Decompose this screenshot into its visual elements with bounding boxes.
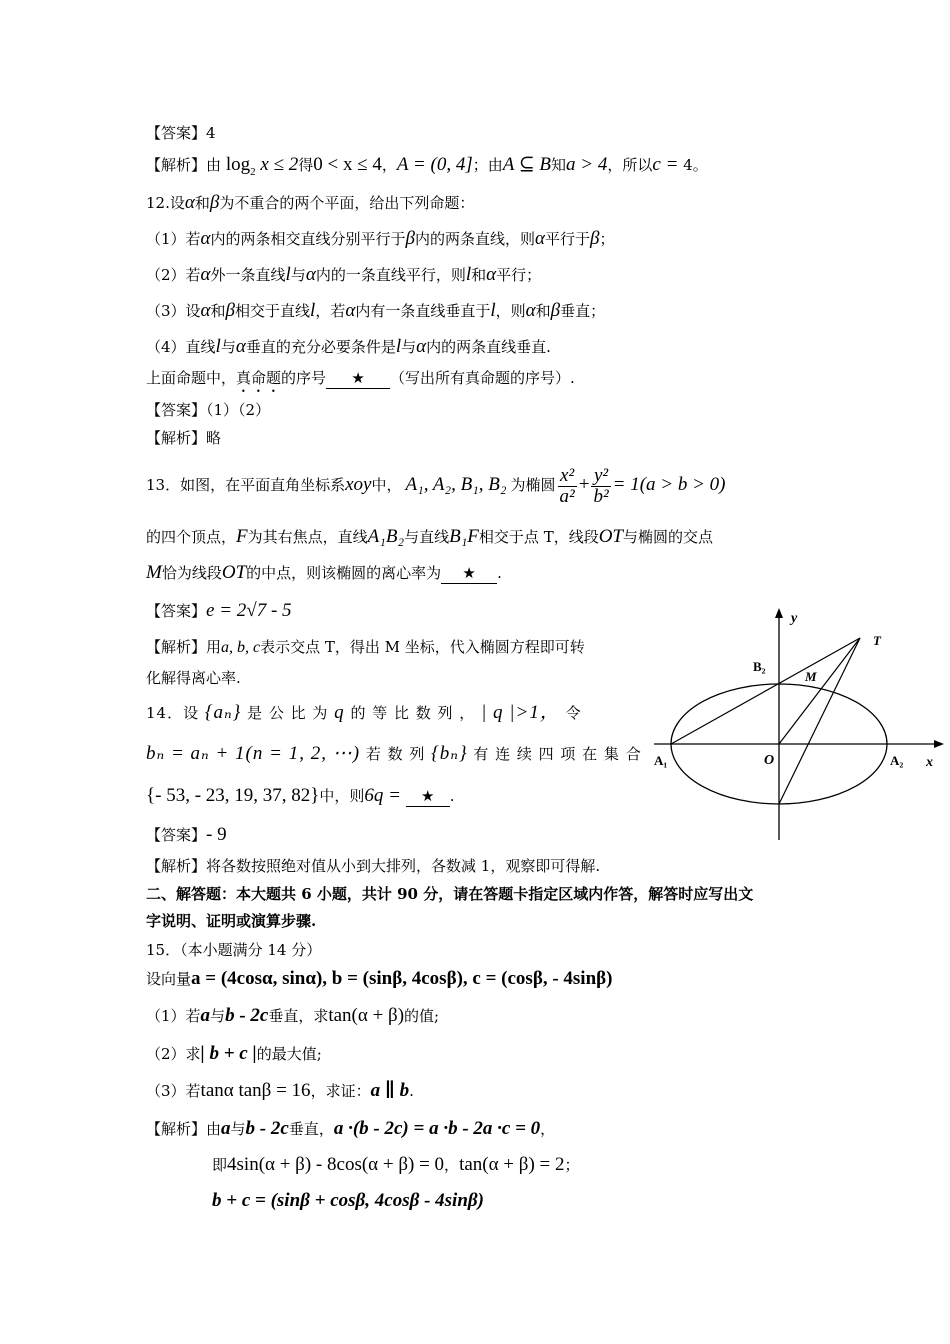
math: α [535, 228, 546, 249]
q12-prop-1 [146, 229, 615, 249]
text: 由 [206, 156, 222, 174]
text: 内有一条直线垂直于 [355, 302, 491, 320]
text: 内的两条直线垂直. [426, 338, 551, 356]
q13-explanation-cont [146, 668, 241, 688]
text: 恰为线段 [161, 564, 222, 582]
math: 4sin(α + β) - 8cos(α + β) = 0 [227, 1154, 445, 1175]
math: a ∥ b [370, 1080, 410, 1101]
text: . [409, 1082, 414, 1100]
text: 为不重合的两个平面，给出下列命题： [219, 194, 475, 212]
q11-explanation [146, 155, 708, 182]
text: 平行； [496, 266, 542, 284]
explanation-label: 【解析】 [146, 638, 207, 656]
text: 是 公 比 为 [247, 704, 329, 722]
math: l [310, 300, 316, 321]
text: 的中点，则该椭圆的离心率为 [246, 564, 442, 582]
answer-value: e = 2√7 - 5 [206, 600, 292, 621]
numerator: x² [558, 466, 577, 487]
math: a > 4 [566, 154, 608, 175]
q15-explanation-3 [212, 1191, 484, 1211]
q15-explanation-1 [146, 1119, 555, 1139]
math: a ·(b - 2c) = a ·b - 2a ·c = 0 [333, 1118, 541, 1139]
text: （4）直线 [146, 338, 216, 356]
text: 即 [212, 1156, 228, 1174]
math: β [550, 300, 561, 321]
math: {aₙ} [204, 702, 242, 723]
answer-blank [441, 563, 497, 584]
q12-prop-4 [146, 337, 551, 357]
q13-line2 [146, 527, 713, 547]
question-number: 15．（本小题满分 14 分） [146, 941, 322, 959]
math: x ≤ 2 [260, 154, 299, 175]
q15-sub-3 [146, 1081, 414, 1101]
text: ，求证： [310, 1082, 371, 1100]
section-heading [146, 884, 753, 904]
text: 由 [206, 1120, 222, 1138]
text: ； [564, 1156, 580, 1174]
math: a, b, c [221, 639, 261, 656]
q12-question [146, 368, 575, 396]
text: 得 [298, 156, 314, 174]
math: A₁, A₂, B₁, B₂ [405, 474, 507, 495]
star-icon: ★ [462, 564, 476, 582]
math: = 1(a > b > 0) [612, 474, 726, 495]
math: β [590, 228, 600, 249]
text: 上面命题中， [146, 369, 237, 387]
origin-label: O [764, 753, 775, 768]
q13-answer [146, 601, 292, 621]
answer-blank [406, 786, 450, 807]
text: ； [599, 230, 615, 248]
q15-sub-1 [146, 1006, 439, 1026]
math: b - 2c [245, 1118, 289, 1139]
text: 13．如图，在平面直角坐标系 [146, 476, 346, 494]
m-label: M [805, 669, 817, 684]
text: （1）若 [146, 1007, 201, 1025]
math: c = [652, 154, 684, 175]
text: （写出所有真命题的序号）. [390, 369, 575, 387]
text: 内的一条直线平行，则 [315, 266, 466, 284]
math: A ⊆ B [502, 154, 552, 175]
math: α [345, 300, 356, 321]
q12-stem [146, 193, 474, 213]
text: 的序号 [281, 369, 327, 387]
text: 二、解答题：本大题共 6 小题，共计 90 分，请在答题卡指定区域内作答，解答时应写出文 [146, 885, 754, 903]
q15-explanation-2 [212, 1155, 580, 1175]
text: 内的两条直线，则 [415, 230, 536, 248]
explanation-label: 【解析】 [146, 429, 207, 447]
star-icon: ★ [351, 369, 365, 387]
a2-label: A₂ [890, 753, 904, 768]
math: F [236, 526, 248, 547]
math: tan(α + β) [328, 1005, 405, 1026]
text: 的 等 比 数 列 ， [350, 704, 476, 722]
text: 垂直， [288, 1120, 334, 1138]
b2-label: B₂ [753, 659, 766, 674]
answer-label: 【答案】 [146, 826, 207, 844]
text: 用 [206, 638, 222, 656]
text: （1）若 [146, 230, 201, 248]
math: + [578, 474, 590, 495]
math: α [305, 264, 316, 285]
math: l [490, 300, 496, 321]
denominator: a² [559, 485, 575, 507]
text: 14．设 [146, 704, 200, 722]
question-number: 12.设 [146, 194, 185, 212]
math: xoy [345, 474, 372, 495]
q13-explanation [146, 637, 585, 658]
answer-value: - 9 [206, 824, 227, 845]
answer-label: 【答案】 [146, 401, 207, 419]
text: ， [381, 156, 397, 174]
text: 知 [551, 156, 567, 174]
math: bₙ = aₙ + 1(n = 1, 2, ⋯) [146, 743, 361, 764]
text: 平行于 [545, 230, 591, 248]
math: OT [221, 562, 247, 583]
math: a [221, 1118, 231, 1139]
text: 与直线 [404, 528, 450, 546]
math: α [200, 264, 211, 285]
math: l [465, 264, 472, 285]
text: . [497, 564, 502, 582]
math: B₁F [449, 526, 479, 547]
math: b + c = (sinβ + cosβ, 4cosβ - 4sinβ) [212, 1190, 484, 1211]
q14-line1 [146, 703, 582, 723]
math-log [225, 154, 299, 178]
ellipse-figure [652, 604, 946, 844]
text: 有 连 续 四 项 在 集 合 [473, 745, 642, 763]
q15-sub-2 [146, 1044, 322, 1064]
math-sub: 2 [250, 165, 256, 178]
text: 中，则 [319, 787, 365, 805]
text: ，若 [315, 302, 346, 320]
math: {- 53, - 23, 19, 37, 82} [146, 785, 320, 806]
math: OT [598, 526, 623, 547]
text: 和 [210, 302, 226, 320]
math: a [200, 1005, 211, 1026]
math: log [225, 154, 251, 175]
text: 垂直； [560, 302, 606, 320]
math: β [209, 192, 220, 213]
q15-head [146, 940, 321, 960]
text: 外一条直线 [210, 266, 286, 284]
explanation-value: 略 [206, 429, 222, 447]
a1-label: A₁ [654, 753, 668, 768]
math: α [525, 300, 536, 321]
text: 若 数 列 [365, 745, 426, 763]
numerator: y² [591, 466, 610, 487]
section-heading-cont [146, 911, 316, 931]
q12-prop-2 [146, 265, 541, 285]
text: 垂直的充分必要条件是 [245, 338, 396, 356]
math: l [395, 336, 402, 357]
math: {bₙ} [431, 743, 468, 764]
y-label: y [791, 611, 798, 626]
text: ， [444, 1156, 460, 1174]
text: 令 [565, 704, 582, 722]
q11-answer [146, 123, 216, 143]
text: 为其右焦点，直线 [247, 528, 368, 546]
math: α [184, 192, 195, 213]
math: α [486, 264, 497, 285]
text: 字说明、证明或演算步骤. [146, 912, 317, 930]
fraction-y [591, 466, 610, 507]
text: 与 [290, 266, 306, 284]
text: （3）设 [146, 302, 201, 320]
text: ， [540, 1120, 556, 1138]
math: α [200, 300, 211, 321]
math: tan(α + β) = 2 [459, 1154, 565, 1175]
math: b - 2c [225, 1005, 269, 1026]
text: 和 [194, 194, 210, 212]
q14-answer [146, 825, 227, 845]
math: 0 < x ≤ 4 [313, 154, 382, 175]
math: α [200, 228, 211, 249]
math: β [225, 300, 236, 321]
text: 与 [401, 338, 417, 356]
text: 为椭圆 [510, 476, 556, 494]
text: ，所以 [607, 156, 653, 174]
text: 表示交点 T，得出 M 坐标，代入椭圆方程即可转 [260, 638, 585, 656]
explanation-label: 【解析】 [146, 156, 207, 174]
q12-explanation [146, 428, 221, 448]
explanation-label: 【解析】 [146, 1120, 207, 1138]
q14-explanation [146, 856, 600, 876]
answer-label: 【答案】 [146, 602, 207, 620]
x-axis-arrow-icon [934, 740, 944, 748]
answer-value: 4 [206, 124, 216, 142]
math: l [285, 264, 291, 285]
text: 与 [230, 1120, 246, 1138]
text: 相交于直线 [235, 302, 311, 320]
explanation-label: 【解析】 [146, 857, 207, 875]
text: 与 [210, 1007, 226, 1025]
t-label: T [873, 633, 881, 648]
emphasis-text: 真命题 [236, 369, 282, 387]
fraction-x [558, 466, 577, 507]
text: 相交于点 T，线段 [478, 528, 599, 546]
q14-line2 [146, 744, 642, 764]
q15-given [146, 969, 613, 989]
math: | q |>1， [481, 702, 560, 723]
text: （2）若 [146, 266, 201, 284]
math: α [416, 336, 427, 357]
text: （3）若 [146, 1082, 201, 1100]
math: M [146, 562, 162, 583]
text: 与椭圆的交点 [623, 528, 714, 546]
math: q [334, 702, 345, 723]
text: 内的两条相交直线分别平行于 [210, 230, 406, 248]
math: α [235, 336, 246, 357]
text: . [449, 787, 455, 805]
q12-answer [146, 400, 270, 420]
math: a = (4cosα, sinα), b = (sinβ, 4cosβ), c = (cosβ, - 4sinβ) [191, 968, 613, 989]
text: （2）求 [146, 1045, 201, 1063]
y-axis-arrow-icon [775, 608, 783, 618]
math: β [405, 228, 416, 249]
text: 和 [535, 302, 551, 320]
text: ；由 [472, 156, 503, 174]
text: 和 [471, 266, 487, 284]
text: 化解得离心率. [146, 669, 241, 687]
text: 的最大值; [256, 1045, 322, 1063]
math: | b + c | [200, 1043, 257, 1064]
answer-blank [326, 368, 390, 389]
line-b1-t [779, 638, 860, 804]
math: l [215, 336, 221, 357]
explanation-value: 将各数按照绝对值从小到大排列，各数减 1，观察即可得解. [206, 857, 601, 875]
star-icon: ★ [421, 787, 435, 805]
segment-ot [779, 638, 860, 744]
math: tanα tanβ = 16 [200, 1080, 311, 1101]
text: 中， [371, 476, 402, 494]
x-label: x [926, 755, 933, 770]
text: ，则 [495, 302, 526, 320]
text: 与 [220, 338, 236, 356]
q14-line3 [146, 786, 455, 807]
math: 6q = [364, 785, 406, 806]
text: 设向量 [146, 970, 192, 988]
text: 4。 [683, 156, 708, 174]
text: 的四个顶点， [146, 528, 237, 546]
answer-label: 【答案】 [146, 124, 207, 142]
answer-value: （1）（2） [206, 401, 271, 419]
q13-line3 [146, 563, 502, 584]
denominator: b² [593, 485, 609, 507]
math: A₁B₂ [367, 526, 405, 547]
q12-prop-3 [146, 301, 605, 321]
text: 的值; [404, 1007, 440, 1025]
q13-stem [146, 462, 726, 508]
math: A = (0, 4] [396, 154, 473, 175]
text: 垂直，求 [268, 1007, 329, 1025]
